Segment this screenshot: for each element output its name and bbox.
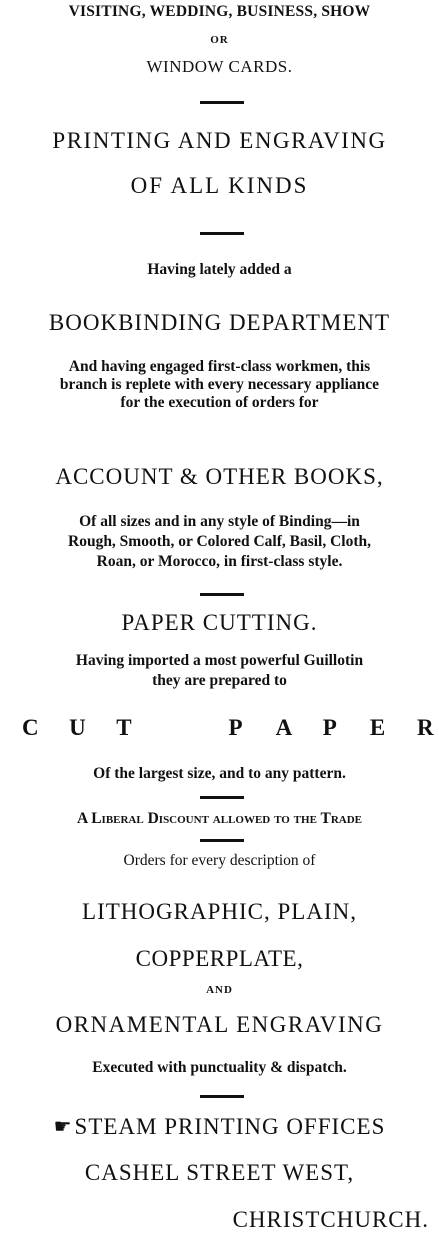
christchurch-line: CHRISTCHURCH. xyxy=(232,1207,429,1232)
guillotine-line-2: they are prepared to xyxy=(152,672,287,689)
divider-rule xyxy=(200,101,244,104)
lately-added-text: Having lately added a xyxy=(147,261,292,278)
account-books-heading: ACCOUNT & OTHER BOOKS, xyxy=(55,464,384,489)
or-connector: OR xyxy=(210,34,229,46)
and-connector: AND xyxy=(206,984,233,996)
guillotine-line-1: Having imported a most powerful Guillotin xyxy=(75,652,364,669)
steam-printing-line xyxy=(0,1115,439,1138)
all-kinds-heading: OF ALL KINDS xyxy=(130,173,309,198)
divider-rule xyxy=(200,1095,244,1098)
bookbinding-heading: BOOKBINDING DEPARTMENT xyxy=(48,310,391,335)
steam-printing-text: STEAM PRINTING OFFICES xyxy=(74,1114,386,1139)
binding-line-2: Rough, Smooth, or Colored Calf, Basil, Cloth, xyxy=(68,533,371,550)
cut-paper-letters: C U T P A P E R xyxy=(22,715,434,740)
pointing-hand-icon: ☛ xyxy=(53,1116,73,1138)
card-types-line: VISITING, WEDDING, BUSINESS, SHOW xyxy=(68,3,371,20)
paper-cutting-heading: PAPER CUTTING. xyxy=(121,610,318,635)
binding-line-1: Of all sizes and in any style of Binding—in xyxy=(79,513,360,530)
divider-rule xyxy=(200,839,244,842)
cut-paper-heading xyxy=(0,716,439,739)
printing-heading: PRINTING AND ENGRAVING xyxy=(52,128,387,153)
liberal-discount-text: A Liberal Discount allowed to the Trade xyxy=(76,810,363,827)
punctuality-text: Executed with punctuality & dispatch. xyxy=(92,1059,347,1076)
divider-rule xyxy=(200,232,244,235)
divider-rule xyxy=(200,593,244,596)
divider-rule xyxy=(200,796,244,799)
guillotine-body xyxy=(0,651,439,691)
bookbinding-body: And having engaged first-class workmen, this branch is replete with every necessary appliance for the execution of orders for xyxy=(59,358,380,411)
copperplate-heading: COPPERPLATE, xyxy=(135,946,304,971)
orders-text: Orders for every description of xyxy=(123,852,316,869)
cashel-street-line: CASHEL STREET WEST, xyxy=(84,1160,355,1185)
binding-line-3: Roan, or Morocco, in first-class style. xyxy=(96,553,343,570)
cut-paper-gap xyxy=(163,716,181,739)
window-cards-line: WINDOW CARDS. xyxy=(146,57,293,76)
largest-size-text: Of the largest size, and to any pattern. xyxy=(93,765,346,782)
ornamental-engraving-heading: ORNAMENTAL ENGRAVING xyxy=(55,1012,384,1037)
lithographic-heading: LITHOGRAPHIC, PLAIN, xyxy=(82,899,357,924)
binding-styles-body xyxy=(0,512,439,572)
